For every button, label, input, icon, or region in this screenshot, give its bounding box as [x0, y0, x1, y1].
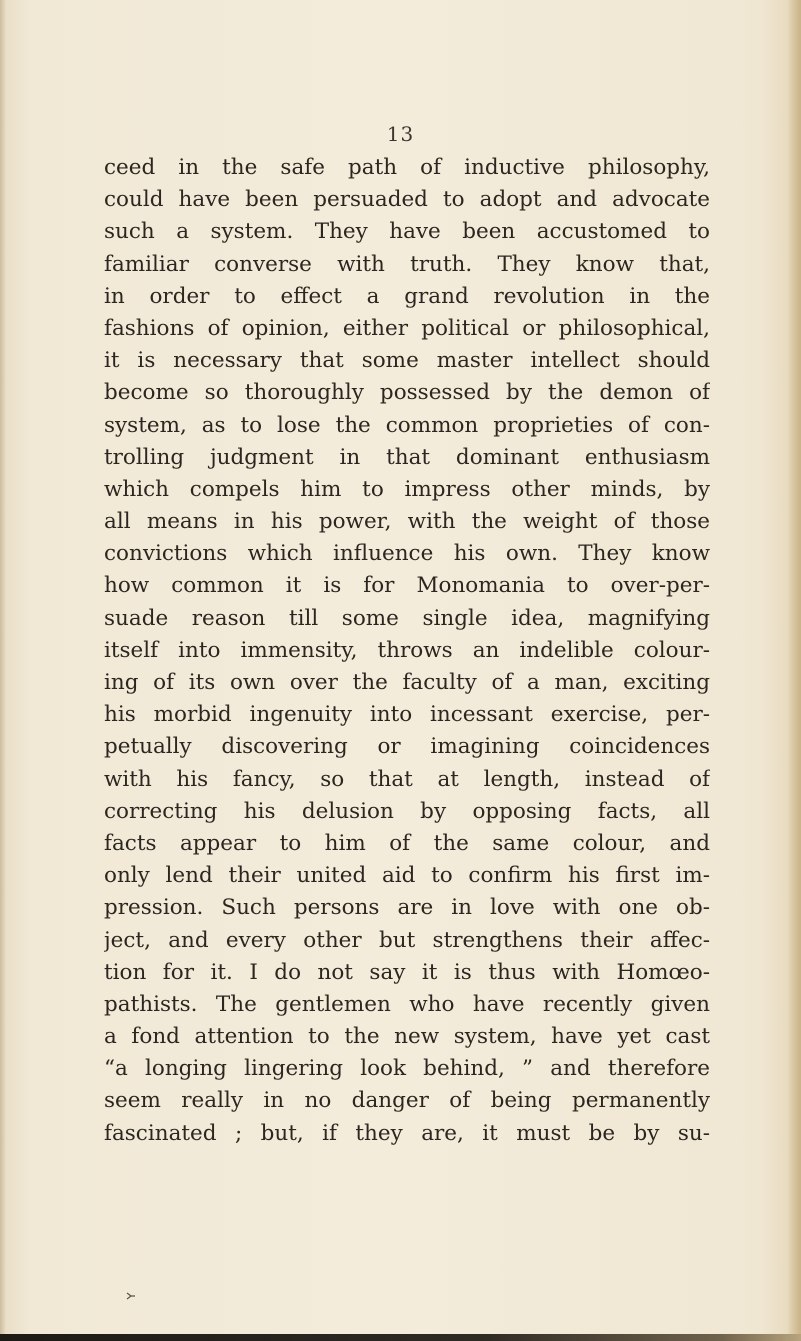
- text-line: all means in his power, with the weight of those: [104, 509, 710, 535]
- text-line: fascinated ; but, if they are, it must be by su-: [104, 1120, 710, 1146]
- text-line: could have been persuaded to adopt and advocate: [104, 187, 710, 213]
- text-line: a fond attention to the new system, have yet cast: [104, 1024, 710, 1050]
- text-line: fashions of opinion, either political or philosophical,: [104, 315, 710, 341]
- text-line: system, as to lose the common proprieties of con-: [104, 412, 710, 438]
- text-line: suade reason till some single idea, magnifying: [104, 605, 710, 631]
- text-line: become so thoroughly possessed by the demon of: [104, 380, 710, 406]
- text-line: his morbid ingenuity into incessant exercise, per-: [104, 702, 710, 728]
- page-gutter-shadow: [0, 0, 6, 1341]
- text-line: “a longing lingering look behind, ” and therefore: [104, 1056, 710, 1082]
- text-line: familiar converse with truth. They know that,: [104, 251, 710, 277]
- text-line: itself into immensity, throws an indelible colour-: [104, 637, 710, 663]
- text-line: ject, and every other but strengthens their affec-: [104, 927, 710, 953]
- text-line: petually discovering or imagining coincidences: [104, 734, 710, 760]
- text-line: it is necessary that some master intellect should: [104, 348, 710, 374]
- text-line: such a system. They have been accustomed to: [104, 219, 710, 245]
- page-edge: [787, 0, 801, 1341]
- text-line: pression. Such persons are in love with one ob-: [104, 895, 710, 921]
- text-line: seem really in no danger of being permanently: [104, 1088, 710, 1114]
- scan-bottom-edge: [0, 1334, 801, 1341]
- text-line: in order to effect a grand revolution in the: [104, 283, 710, 309]
- page-number: 13: [386, 122, 415, 146]
- text-line: ceed in the safe path of inductive philosophy,: [104, 155, 710, 180]
- print-mark-icon: [126, 1290, 136, 1304]
- text-line: only lend their united aid to confirm his first im-: [104, 863, 710, 889]
- text-line: trolling judgment in that dominant enthusiasm: [104, 444, 710, 470]
- text-line: which compels him to impress other minds, by: [104, 476, 710, 502]
- body-text: [104, 152, 710, 1150]
- text-line: facts appear to him of the same colour, and: [104, 830, 710, 856]
- text-line: ing of its own over the faculty of a man, exciting: [104, 670, 710, 695]
- text-line: how common it is for Monomania to over-per-: [104, 573, 710, 599]
- text-line: with his fancy, so that at length, instead of: [104, 766, 710, 792]
- text-line: correcting his delusion by opposing facts, all: [104, 798, 710, 824]
- text-line: pathists. The gentlemen who have recently given: [104, 991, 710, 1017]
- text-line: tion for it. I do not say it is thus with Homœo-: [104, 959, 710, 985]
- text-line: convictions which influence his own. They know: [104, 541, 710, 567]
